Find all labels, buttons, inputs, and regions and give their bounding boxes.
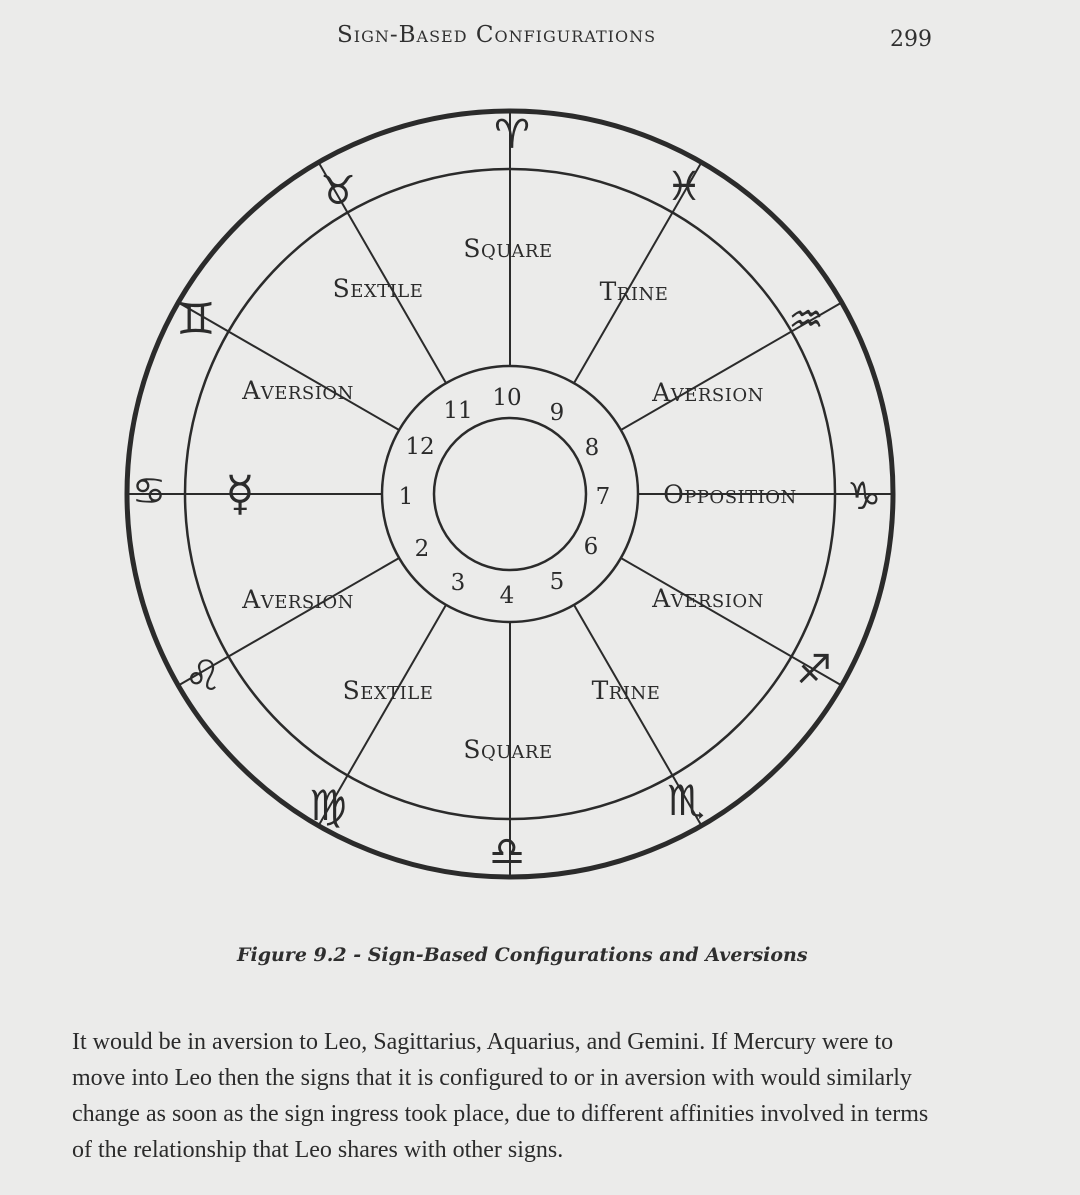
running-header: Sign-Based Configurations <box>337 22 657 48</box>
house-number: 5 <box>549 569 565 595</box>
house-number: 4 <box>499 583 515 609</box>
aversion-label-upper-left: Aversion <box>242 376 354 405</box>
body-paragraph <box>72 1024 952 1168</box>
leo-glyph: ♌ <box>184 651 222 700</box>
sextile-label-lower: Sextile <box>342 676 434 705</box>
trine-label-lower: Trine <box>591 676 661 705</box>
aries-glyph: ♈ <box>494 112 530 158</box>
cancer-glyph: ♋ <box>131 469 167 513</box>
house-number: 8 <box>584 435 600 461</box>
trine-label-upper: Trine <box>599 277 669 306</box>
capricorn-glyph: ♑ <box>846 474 882 518</box>
opposition-label: Opposition <box>663 480 797 509</box>
aversion-label-lower-left: Aversion <box>242 585 354 614</box>
house-ring-inner <box>434 418 586 570</box>
taurus-glyph: ♉ <box>320 168 356 214</box>
house-number: 6 <box>583 534 599 560</box>
sextile-label-upper: Sextile <box>332 274 424 303</box>
libra-glyph: ♎ <box>489 829 525 875</box>
mercury-glyph: ☿ <box>225 466 255 522</box>
house-number: 12 <box>405 434 435 460</box>
aversion-label-lower-right: Aversion <box>652 584 764 613</box>
house-number: 10 <box>492 385 522 411</box>
aquarius-glyph: ♒ <box>788 297 824 343</box>
figure-caption: Figure 9.2 - Sign-Based Configurations and Aversions <box>237 944 808 966</box>
virgo-glyph: ♍ <box>309 781 347 830</box>
sagittarius-glyph: ♐ <box>796 647 832 693</box>
house-number: 11 <box>443 398 473 424</box>
pisces-glyph: ♓ <box>666 164 702 210</box>
house-number: 1 <box>398 484 414 510</box>
paragraph-text: It would be in aversion to Leo, Sagittarius, Aquarius, and Gemini. If Mercury were to move into Leo then the signs that it is configured to or in aversion with would similarly change as soon as the sign ingress took place, due to different affinities involved in terms of the relationship that Leo shares with other signs. <box>72 1029 929 1163</box>
house-number: 2 <box>414 536 430 562</box>
house-number: 3 <box>450 570 466 596</box>
aversion-label-upper-right: Aversion <box>652 378 764 407</box>
gemini-glyph: ♊ <box>176 294 216 345</box>
square-label-bottom: Square <box>463 735 553 764</box>
page-number: 299 <box>890 27 932 52</box>
house-number: 7 <box>595 484 611 510</box>
house-number: 9 <box>549 400 565 426</box>
square-label-top: Square <box>463 234 553 263</box>
scorpio-glyph: ♏ <box>667 776 705 825</box>
